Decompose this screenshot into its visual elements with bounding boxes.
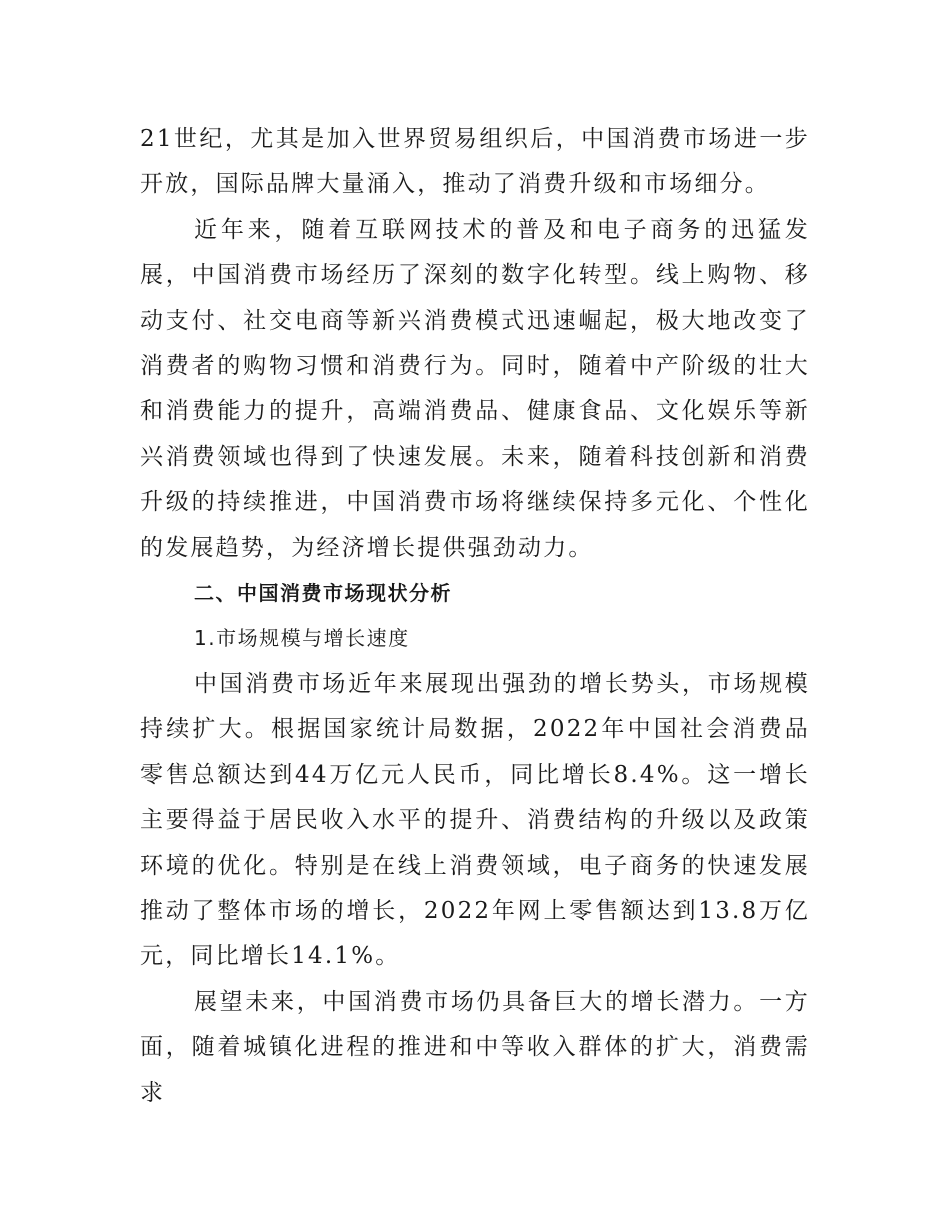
paragraph-continuation: 21世纪，尤其是加入世界贸易组织后，中国消费市场进一步开放，国际品牌大量涌入，推动了消费升级和市场细分。	[140, 126, 810, 198]
paragraph-digital-transformation: 近年来，随着互联网技术的普及和电子商务的迅猛发展，中国消费市场经历了深刻的数字化转型。线上购物、移动支付、社交电商等新兴消费模式迅速崛起，极大地改变了消费者的购物习惯和消费行为。同时，随着中产阶级的壮大和消费能力的提升，高端消费品、健康食品、文化娱乐等新兴消费领域也得到了快速发展。未来，随着科技创新和消费升级的持续推进，中国消费市场将继续保持多元化、个性化的发展趋势，为经济增长提供强劲动力。	[140, 216, 810, 561]
subsection-heading: 1.市场规模与增长速度	[194, 626, 410, 651]
paragraph-outlook: 展望未来，中国消费市场仍具备巨大的增长潜力。一方面，随着城镇化进程的推进和中等收入群体的扩大，消费需求	[140, 988, 810, 1106]
paragraph-market-scale: 中国消费市场近年来展现出强劲的增长势头，市场规模持续扩大。根据国家统计局数据，2022年中国社会消费品零售总额达到44万亿元人民币，同比增长8.4%。这一增长主要得益于居民收入水平的提升、消费结构的升级以及政策环境的优化。特别是在线上消费领域，电子商务的快速发展推动了整体市场的增长，2022年网上零售额达到13.8万亿元，同比增长14.1%。	[140, 670, 810, 970]
document-body	[140, 117, 810, 1116]
section-heading: 二、中国消费市场现状分析	[194, 581, 452, 606]
